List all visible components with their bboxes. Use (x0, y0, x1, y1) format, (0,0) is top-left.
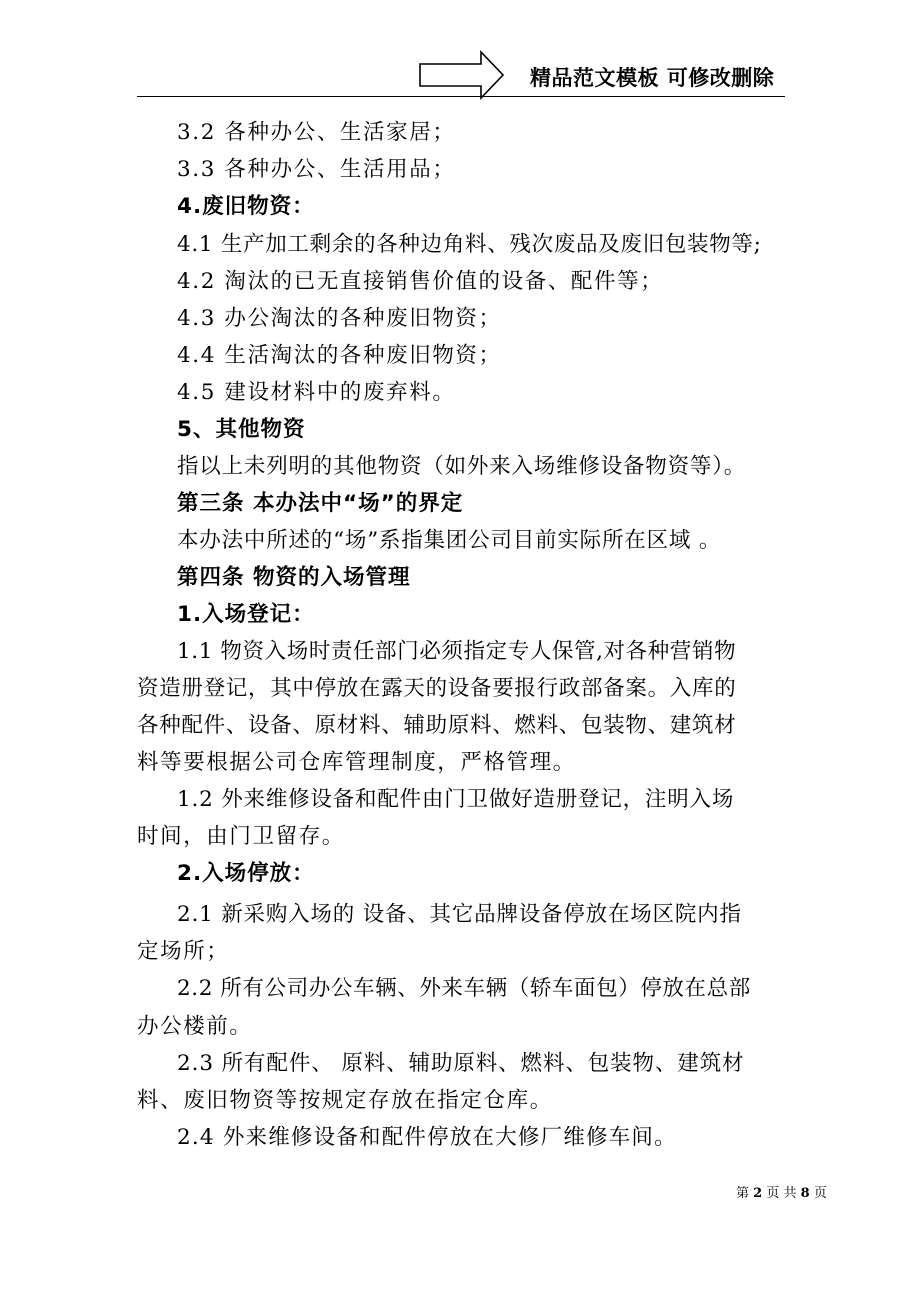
section-heading: 1.入场登记： (177, 602, 315, 627)
section-heading: 5、其他物资 (177, 417, 306, 442)
body-line: 料等要根据公司仓库管理制度，严格管理。 (137, 750, 576, 775)
body-line: 4.1 生产加工剩余的各种边角料、残次废品及废旧包装物等; (177, 232, 762, 257)
section-heading: 2.入场停放： (177, 861, 315, 886)
header-title: 精品范文模板 可修改删除 (530, 66, 775, 90)
article-heading: 第三条 本办法中“场”的界定 (177, 491, 464, 516)
body-line: 1.2 外来维修设备和配件由门卫做好造册登记，注明入场 (177, 787, 735, 812)
body-line: 2.2 所有公司办公车辆、外来车辆（轿车面包）停放在总部 (177, 976, 751, 1001)
footer-prefix: 第 (736, 1186, 750, 1201)
body-line: 4.5 建设材料中的废弃料。 (177, 380, 456, 405)
section-heading: 4.废旧物资： (177, 194, 315, 219)
body-line: 2.4 外来维修设备和配件停放在大修厂维修车间。 (177, 1125, 677, 1150)
body-line: 2.1 新采购入场的 设备、其它品牌设备停放在场区院内指 (177, 902, 742, 927)
arrow-icon (419, 50, 505, 100)
body-line: 4.2 淘汰的已无直接销售价值的设备、配件等； (177, 269, 664, 294)
current-page-number: 2 (753, 1186, 763, 1201)
body-line: 各种配件、设备、原材料、辅助原料、燃料、包装物、建筑材 (137, 713, 737, 738)
article-heading: 第四条 物资的入场管理 (177, 565, 411, 590)
body-line: 资造册登记，其中停放在露天的设备要报行政部备案。入库的 (137, 676, 737, 701)
body-line: 4.4 生活淘汰的各种废旧物资； (177, 343, 502, 368)
body-line: 2.3 所有配件、 原料、辅助原料、燃料、包装物、建筑材 (177, 1051, 745, 1076)
body-line: 3.2 各种办公、生活家居； (177, 120, 456, 145)
body-line: 料、废旧物资等按规定存放在指定仓库。 (137, 1088, 553, 1113)
body-line: 定场所； (137, 939, 230, 964)
body-line: 1.1 物资入场时责任部门必须指定专人保管,对各种营销物 (177, 639, 737, 664)
body-line: 指以上未列明的其他物资（如外来入场维修设备物资等）。 (177, 454, 747, 479)
body-line: 时间，由门卫留存。 (137, 824, 345, 849)
total-pages-number: 8 (800, 1186, 810, 1201)
footer-mid: 页 共 (766, 1186, 797, 1201)
body-line: 3.3 各种办公、生活用品； (177, 157, 456, 182)
header-divider (137, 96, 785, 97)
body-line: 办公楼前。 (137, 1014, 253, 1039)
body-line: 4.3 办公淘汰的各种废旧物资； (177, 306, 502, 331)
footer-suffix: 页 (813, 1186, 827, 1201)
page-footer (736, 1182, 827, 1201)
body-line: 本办法中所述的“场”系指集团公司目前实际所在区域 。 (177, 528, 722, 553)
